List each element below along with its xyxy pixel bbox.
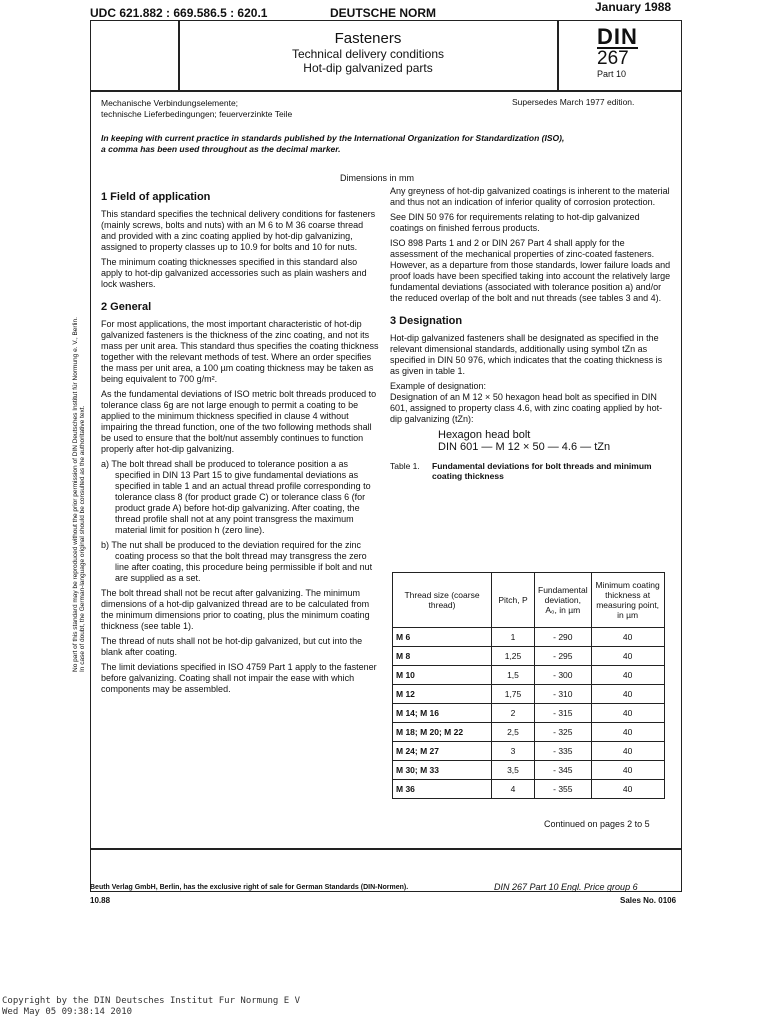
right-para-1: Any greyness of hot-dip galvanized coatings is inherent to the material and thus not an indication of inferior quality of corrosion protection.: [390, 186, 670, 207]
copyright-line-2: Wed May 05 09:38:14 2010: [2, 1007, 133, 1017]
section-1-para-1: This standard specifies the technical delivery conditions for fasteners (mainly screws, bolts and nuts) with an M 6 to M 36 coarse thread and provided with a zinc coating applied by hot-dip galvanizing, assigned to property classes up to 10.9 for bolts and 10 for nuts.: [101, 209, 376, 252]
cell-pitch: 1,5: [492, 666, 535, 685]
designation-line-1: Hexagon head bolt: [438, 429, 531, 441]
right-para-3: ISO 898 Parts 1 and 2 or DIN 267 Part 4 shall apply for the assessment of the mechanical properties of zinc-coated fasteners. However, as a departure from those standards, lower failure loads and proof loads have been specified taking into account the relatively large fundamental deviations (associated with tolerance position a) and/or the reduced overlap of the bolt and nut threads (see tables 3 and 4).: [390, 238, 671, 303]
continued-note: Continued on pages 2 to 5: [544, 819, 650, 829]
col-header-min-coating: Minimum coating thickness at measuring point, in µm: [591, 573, 664, 628]
section-2-para-4: The thread of nuts shall not be hot-dip galvanized, but cut into the blank after coating.: [101, 636, 363, 657]
cell-coating: 40: [591, 685, 664, 704]
table-caption: [390, 461, 672, 481]
example-label: Example of designation:: [390, 381, 487, 391]
issue-date: January 1988: [595, 0, 672, 14]
cell-coating: 40: [591, 780, 664, 799]
title-line-1: Technical delivery conditions: [291, 47, 445, 61]
cell-coating: 40: [591, 704, 664, 723]
section-1-title: 1 Field of application: [101, 191, 211, 203]
iso-note: [101, 133, 676, 155]
right-column: [390, 186, 672, 481]
dimensions-note: Dimensions in mm: [340, 173, 415, 183]
udc-code: UDC 621.882 : 669.586.5 : 620.1: [90, 6, 268, 20]
cell-pitch: 2,5: [492, 723, 535, 742]
table-1: [392, 572, 665, 799]
sales-number: Sales No. 0106: [620, 896, 677, 905]
cell-pitch: 3,5: [492, 761, 535, 780]
table-caption-text: Fundamental deviations for bolt threads and minimum coating thickness: [432, 461, 652, 481]
title-main: Fasteners: [334, 30, 402, 47]
footer-reference: DIN 267 Part 10 Engl. Price group 6: [494, 882, 638, 892]
section-3-title: 3 Designation: [390, 315, 463, 327]
section-2-para-1: For most applications, the most important characteristic of hot-dip galvanized fasteners is the thickness of the zinc coating, and not its mass per unit area. This standard thus specifies the coating thickness together with the relevant methods of test. Where an order specifies the mass per unit area, a 100 µm coating thickness may be taken as being equivalent to 700 g/m².: [101, 319, 379, 384]
table-row: [393, 666, 665, 685]
cell-deviation: - 355: [535, 780, 592, 799]
cell-coating: 40: [591, 742, 664, 761]
section-2-item-a: a) The bolt thread shall be produced to tolerance position a as specified in DIN 13 Part 15 to give fundamental deviations as specified in table 1 and an actual thread profile corresponding to tolerance class 8 (for product grade C) or tolerance class 6 (for product grade A) before hot-dip galvanizing. After coating, the thread profile shall not at any point transgress the maximum material limit for position h (zero line).: [101, 459, 371, 535]
cell-pitch: 4: [492, 780, 535, 799]
cell-thread-size: M 18; M 20; M 22: [393, 723, 492, 742]
cell-deviation: - 315: [535, 704, 592, 723]
cell-thread-size: M 10: [393, 666, 492, 685]
reproduction-note-line-2: In case of doubt, the German-language original should be consulted as the authoritative text.: [79, 405, 86, 672]
title-line-2: Hot-dip galvanized parts: [303, 61, 433, 75]
cell-thread-size: M 30; M 33: [393, 761, 492, 780]
section-2-title: 2 General: [101, 301, 152, 313]
table-row: [393, 761, 665, 780]
section-3-para-1: Hot-dip galvanized fasteners shall be designated as specified in the relevant dimensional standards, additionally using symbol tZn as specified in DIN 50 976, which indicates that the coating thickness is as given in table 1.: [390, 333, 663, 376]
cell-deviation: - 295: [535, 647, 592, 666]
cell-pitch: 2: [492, 704, 535, 723]
copyright-line-1: Copyright by the DIN Deutsches Institut Fur Normung E V: [2, 996, 301, 1006]
table-row: [393, 685, 665, 704]
designation-example: [390, 429, 672, 453]
col-header-thread-size: Thread size (coarse thread): [393, 573, 492, 628]
section-2-item-b: b) The nut shall be produced to the deviation required for the zinc coating process so that the bolt thread may transgress the zero line after coating, this procedure being permissible if bolt and nut are supplied as a set.: [101, 540, 373, 583]
beuth-note: Beuth Verlag GmbH, Berlin, has the exclusive right of sale for German Standards (DIN-Normen).: [90, 884, 409, 891]
din-block: [597, 24, 638, 79]
cell-coating: 40: [591, 723, 664, 742]
cell-coating: 40: [591, 761, 664, 780]
reproduction-note-line-1: No part of this standard may be reproduced without the prior permission of DIN Deutsches Institut für Normung e. V., Berlin.: [72, 317, 79, 672]
cell-thread-size: M 14; M 16: [393, 704, 492, 723]
cell-thread-size: M 6: [393, 628, 492, 647]
table-row: [393, 780, 665, 799]
col-header-pitch: Pitch, P: [492, 573, 535, 628]
section-1-para-2: The minimum coating thicknesses specified in this standard also apply to hot-dip galvanized accessories such as plain washers and lock washers.: [101, 257, 367, 289]
cell-thread-size: M 12: [393, 685, 492, 704]
german-title: [101, 98, 292, 120]
date-code: 10.88: [90, 896, 111, 905]
table-header-row: [393, 573, 665, 628]
cell-coating: 40: [591, 628, 664, 647]
cell-coating: 40: [591, 647, 664, 666]
cell-thread-size: M 24; M 27: [393, 742, 492, 761]
cell-thread-size: M 36: [393, 780, 492, 799]
designation-line-2: DIN 601 — M 12 × 50 — 4.6 — tZn: [438, 441, 611, 453]
german-title-line-2: technische Lieferbedingungen; feuerverzinkte Teile: [101, 109, 293, 119]
table-row: [393, 628, 665, 647]
table-caption-number: Table 1.: [390, 461, 420, 471]
col-header-fund-deviation: Fundamental deviation, A₀, in µm: [535, 573, 592, 628]
copyright-stamp: [2, 996, 300, 1018]
iso-note-line-1: In keeping with current practice in standards published by the International Organization for Standardization (ISO),: [101, 133, 565, 143]
din-number: 267: [597, 48, 629, 69]
din-logo: DIN: [597, 24, 638, 49]
deutsche-norm-label: DEUTSCHE NORM: [330, 6, 437, 20]
cell-deviation: - 335: [535, 742, 592, 761]
table-row: [393, 742, 665, 761]
section-2-para-3: The bolt thread shall not be recut after galvanizing. The minimum dimensions of a hot-dip galvanized thread are to be calculated from the minimum dimensions prior to coating, plus the minimum coating thickness (see table 1).: [101, 588, 370, 631]
reproduction-note: [72, 317, 86, 672]
cell-coating: 40: [591, 666, 664, 685]
example-text: Designation of an M 12 × 50 hexagon head bolt as specified in DIN 601, assigned to property class 4.6, with zinc coating applied by hot-dip galvanizing (tZn):: [390, 392, 663, 424]
din-part: Part 10: [597, 69, 627, 79]
iso-note-line-2: a comma has been used throughout as the decimal marker.: [101, 144, 341, 154]
table-row: [393, 723, 665, 742]
cell-thread-size: M 8: [393, 647, 492, 666]
section-2-para-5: The limit deviations specified in ISO 4759 Part 1 apply to the fastener before galvanizing. Coating shall not impair the ease with which components may be assembled.: [101, 662, 377, 694]
right-para-2: See DIN 50 976 for requirements relating to hot-dip galvanized coatings on finished ferrous products.: [390, 212, 640, 233]
cell-deviation: - 345: [535, 761, 592, 780]
left-column: [101, 184, 379, 699]
cell-pitch: 3: [492, 742, 535, 761]
cell-pitch: 1,25: [492, 647, 535, 666]
footer-divider: [90, 848, 682, 850]
cell-deviation: - 290: [535, 628, 592, 647]
german-title-line-1: Mechanische Verbindungselemente;: [101, 98, 239, 108]
cell-deviation: - 300: [535, 666, 592, 685]
table-row: [393, 704, 665, 723]
cell-deviation: - 310: [535, 685, 592, 704]
table-row: [393, 647, 665, 666]
section-2-para-2: As the fundamental deviations of ISO metric bolt threads produced to tolerance class 6g are not large enough to permit a coating to be applied to the minimum thickness specified in clause 4 without impairing the thread function, one of the two following methods shall be used to ensure that the bolt/nut assembly continues to function properly after hot-dip galvanizing.: [101, 389, 377, 454]
cell-deviation: - 325: [535, 723, 592, 742]
cell-pitch: 1,75: [492, 685, 535, 704]
title-block: [180, 30, 556, 75]
header-right-divider: [557, 20, 559, 91]
cell-pitch: 1: [492, 628, 535, 647]
supersedes-note: Supersedes March 1977 edition.: [512, 97, 635, 107]
